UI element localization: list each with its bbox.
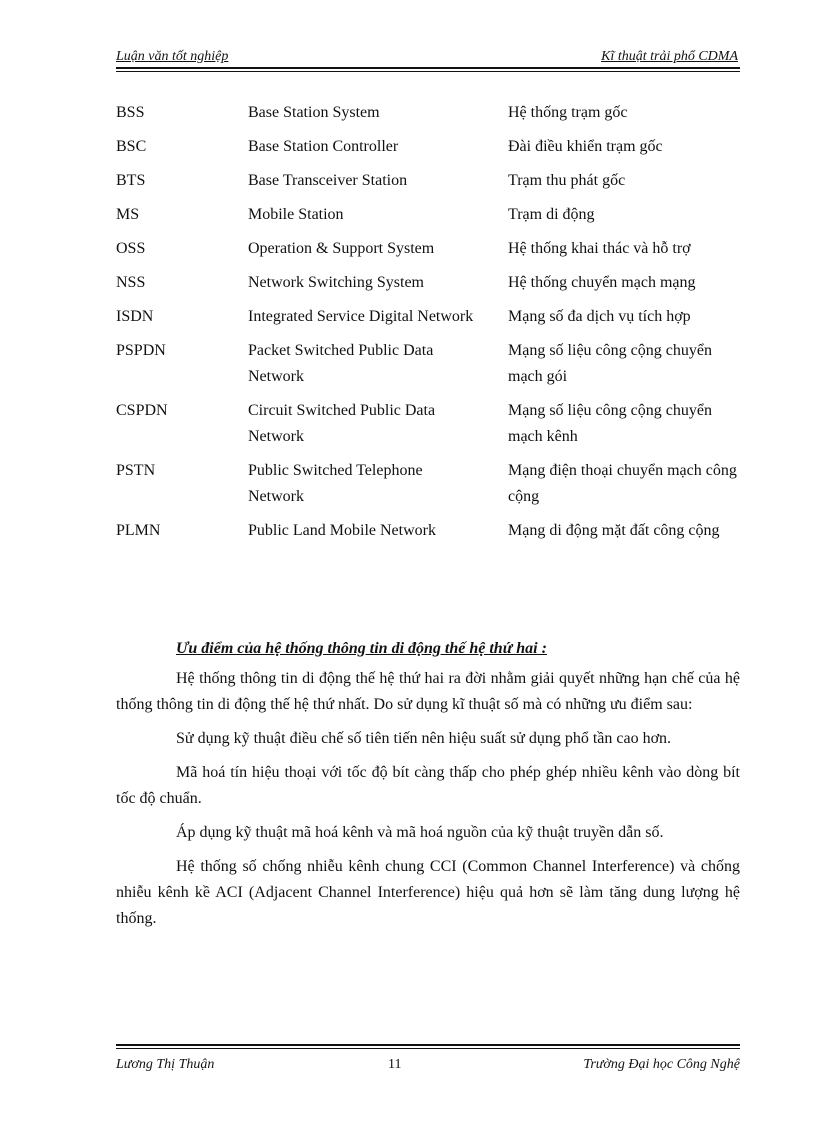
abbr-english: Circuit Switched Public Data Network <box>248 402 436 445</box>
abbreviation-row <box>116 168 740 194</box>
footer-university: Trường Đại học Công Nghệ <box>583 1057 740 1072</box>
abbreviation-row <box>116 304 740 330</box>
abbr-code: PLMN <box>116 522 161 539</box>
body-paragraph: Hệ thống số chống nhiễu kênh chung CCI (Common Channel Interference) và chống nhiễu kênh kề ACI (Adjacent Channel Interference) hiệu quả hơn sẽ làm tăng dung lượng hệ thống. <box>116 858 740 927</box>
abbr-vietnamese: Hệ thống trạm gốc <box>508 104 628 121</box>
footer-author: Lương Thị Thuận <box>116 1057 215 1072</box>
abbr-code: OSS <box>116 240 146 257</box>
header-thesis-label: Luận văn tốt nghiệp <box>116 49 229 64</box>
abbr-english: Operation & Support System <box>248 240 435 257</box>
abbr-english: Network Switching System <box>248 274 424 291</box>
abbr-code: MS <box>116 206 140 223</box>
abbr-code: PSPDN <box>116 342 166 359</box>
body-paragraph: Áp dụng kỹ thuật mã hoá kênh và mã hoá nguồn của kỹ thuật truyền dẫn số. <box>176 824 664 841</box>
abbr-code: BSC <box>116 138 147 155</box>
abbr-english: Public Switched Telephone Network <box>248 462 423 505</box>
abbr-vietnamese: Đài điều khiển trạm gốc <box>508 138 663 155</box>
abbr-vietnamese: Mạng số liệu công cộng chuyển mạch gói <box>508 342 712 385</box>
abbreviation-table <box>116 100 740 552</box>
abbr-vietnamese: Mạng số liệu công cộng chuyển mạch kênh <box>508 402 712 445</box>
abbr-vietnamese: Hệ thống khai thác và hỗ trợ <box>508 240 691 257</box>
abbr-vietnamese: Mạng điện thoại chuyển mạch công cộng <box>508 462 737 505</box>
header-rule-thin <box>116 71 740 72</box>
abbreviation-row <box>116 236 740 262</box>
abbr-english: Base Station Controller <box>248 138 399 155</box>
abbr-code: ISDN <box>116 308 154 325</box>
abbr-english: Base Transceiver Station <box>248 172 408 189</box>
abbr-vietnamese: Mạng di động mặt đất công cộng <box>508 522 720 539</box>
advantages-section <box>116 638 740 940</box>
abbreviation-row <box>116 338 740 390</box>
abbr-code: BTS <box>116 172 146 189</box>
abbr-vietnamese: Trạm thu phát gốc <box>508 172 626 189</box>
abbreviation-row <box>116 398 740 450</box>
abbr-english: Mobile Station <box>248 206 344 223</box>
abbreviation-row <box>116 458 740 510</box>
abbr-code: PSTN <box>116 462 156 479</box>
abbr-english: Packet Switched Public Data Network <box>248 342 434 385</box>
abbr-code: NSS <box>116 274 146 291</box>
footer-rule-thin <box>116 1048 740 1049</box>
footer-rule-thick <box>116 1044 740 1046</box>
abbreviation-row <box>116 518 740 544</box>
abbr-vietnamese: Mạng số đa dịch vụ tích hợp <box>508 308 691 325</box>
header-rule-thick <box>116 67 740 69</box>
abbreviation-row <box>116 270 740 296</box>
abbr-english: Base Station System <box>248 104 380 121</box>
abbr-english: Public Land Mobile Network <box>248 522 436 539</box>
section-heading: Ưu điểm của hệ thống thông tin di động thế hệ thứ hai : <box>176 640 547 657</box>
abbr-english: Integrated Service Digital Network <box>248 308 474 325</box>
body-paragraph: Hệ thống thông tin di động thế hệ thứ hai ra đời nhằm giải quyết những hạn chế của hệ thống thông tin di động thế hệ thứ nhất. Do sử dụng kĩ thuật số mà có những ưu điểm sau: <box>116 670 740 713</box>
abbr-code: CSPDN <box>116 402 168 419</box>
abbreviation-row <box>116 100 740 126</box>
abbreviation-row <box>116 134 740 160</box>
abbr-vietnamese: Hệ thống chuyển mạch mạng <box>508 274 696 291</box>
abbr-vietnamese: Trạm di động <box>508 206 595 223</box>
abbr-code: BSS <box>116 104 145 121</box>
header-topic-label: Kĩ thuật trải phổ CDMA <box>601 49 738 64</box>
body-paragraph: Sử dụng kỹ thuật điều chế số tiên tiến nên hiệu suất sử dụng phổ tần cao hơn. <box>176 730 672 747</box>
abbreviation-row <box>116 202 740 228</box>
page-number: 11 <box>388 1057 402 1072</box>
body-paragraph: Mã hoá tín hiệu thoại với tốc độ bít càng thấp cho phép ghép nhiều kênh vào dòng bít tốc độ chuẩn. <box>116 764 740 807</box>
